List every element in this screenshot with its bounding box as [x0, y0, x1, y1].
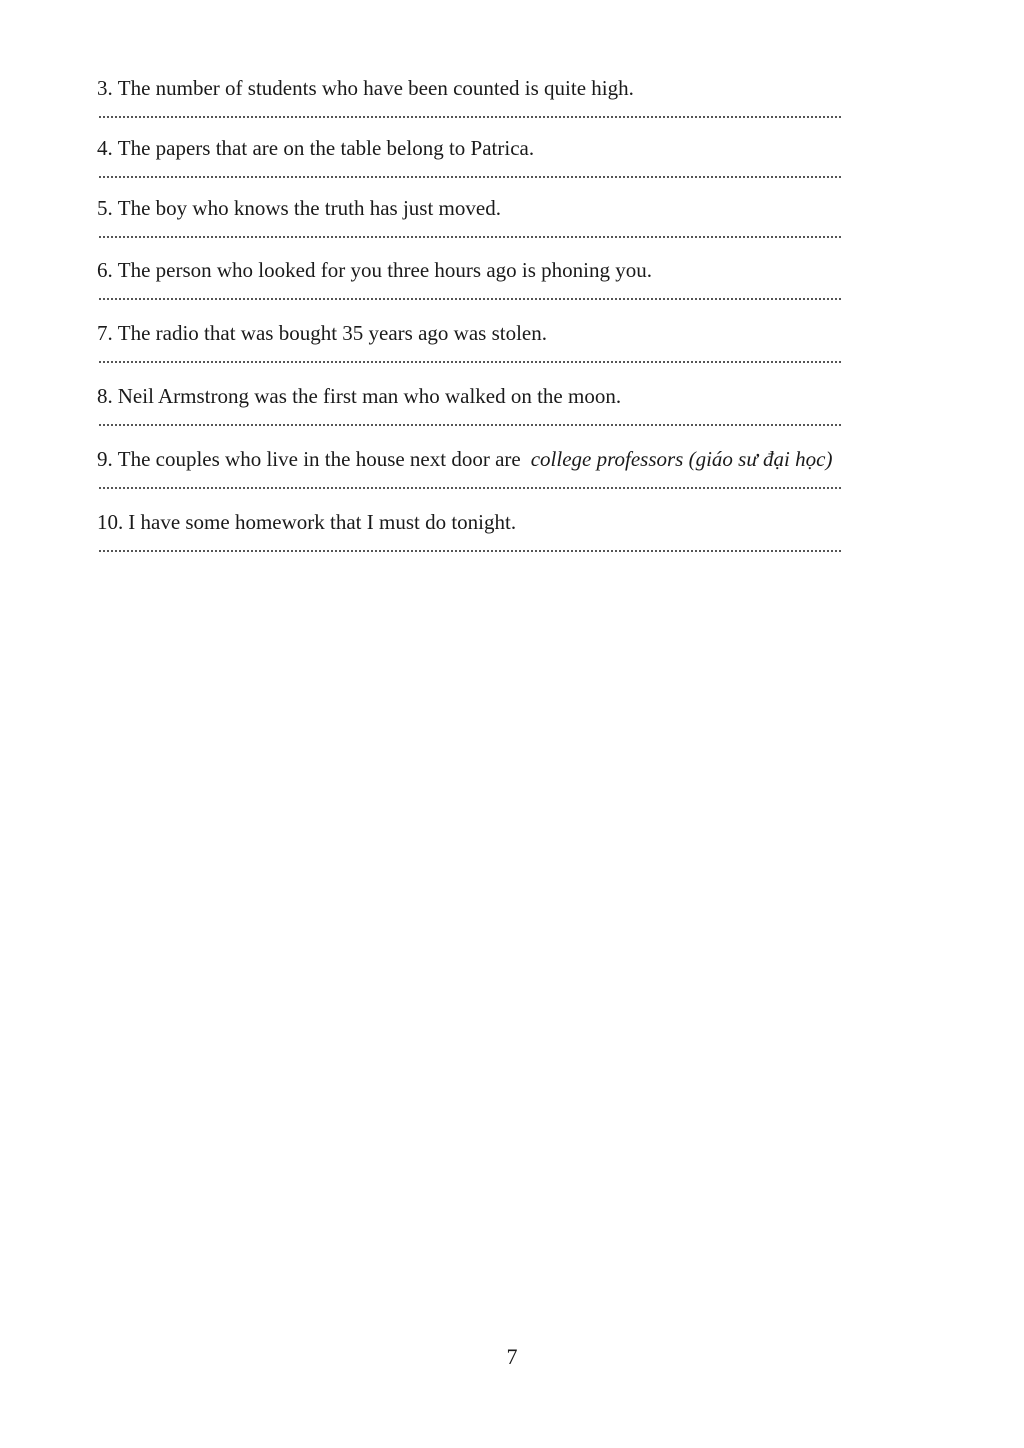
answer-line — [99, 361, 841, 363]
exercise-item-3 — [97, 74, 957, 134]
question-line — [97, 445, 957, 473]
question-text: The boy who knows the truth has just moved. — [117, 196, 501, 220]
question-number: 3. — [97, 76, 113, 100]
question-line — [97, 319, 957, 347]
question-number: 5. — [97, 196, 113, 220]
question-text: Neil Armstrong was the first man who walked on the moon. — [117, 384, 622, 408]
question-note: college professors (giáo sư đại học) — [530, 447, 833, 471]
answer-line — [99, 236, 841, 238]
question-number: 9. — [97, 447, 113, 471]
exercise-item-9 — [97, 445, 957, 508]
question-number: 7. — [97, 321, 113, 345]
question-text: I have some homework that I must do tonight. — [128, 510, 517, 534]
answer-line — [99, 298, 841, 300]
question-number: 10. — [97, 510, 124, 534]
answer-line — [99, 176, 841, 178]
question-number: 8. — [97, 384, 113, 408]
question-text: The papers that are on the table belong to Patrica. — [117, 136, 535, 160]
exercise-item-10 — [97, 508, 957, 571]
question-line — [97, 508, 957, 536]
exercise-item-4 — [97, 134, 957, 194]
question-text: The number of students who have been counted is quite high. — [117, 76, 634, 100]
answer-line — [99, 550, 841, 552]
exercise-list — [97, 74, 957, 571]
page-number: 7 — [506, 1344, 518, 1369]
exercise-item-8 — [97, 382, 957, 445]
question-text: The couples who live in the house next door are — [117, 447, 521, 471]
question-line — [97, 194, 957, 222]
exercise-item-7 — [97, 319, 957, 382]
answer-line — [99, 487, 841, 489]
question-line — [97, 134, 957, 162]
question-number: 4. — [97, 136, 113, 160]
exercise-item-5 — [97, 194, 957, 256]
question-line — [97, 256, 957, 284]
answer-line — [99, 424, 841, 426]
question-text: The person who looked for you three hours ago is phoning you. — [117, 258, 652, 282]
question-line — [97, 74, 957, 102]
question-text: The radio that was bought 35 years ago was stolen. — [117, 321, 547, 345]
question-line — [97, 382, 957, 410]
answer-line — [99, 116, 841, 118]
question-number: 6. — [97, 258, 113, 282]
exercise-item-6 — [97, 256, 957, 319]
